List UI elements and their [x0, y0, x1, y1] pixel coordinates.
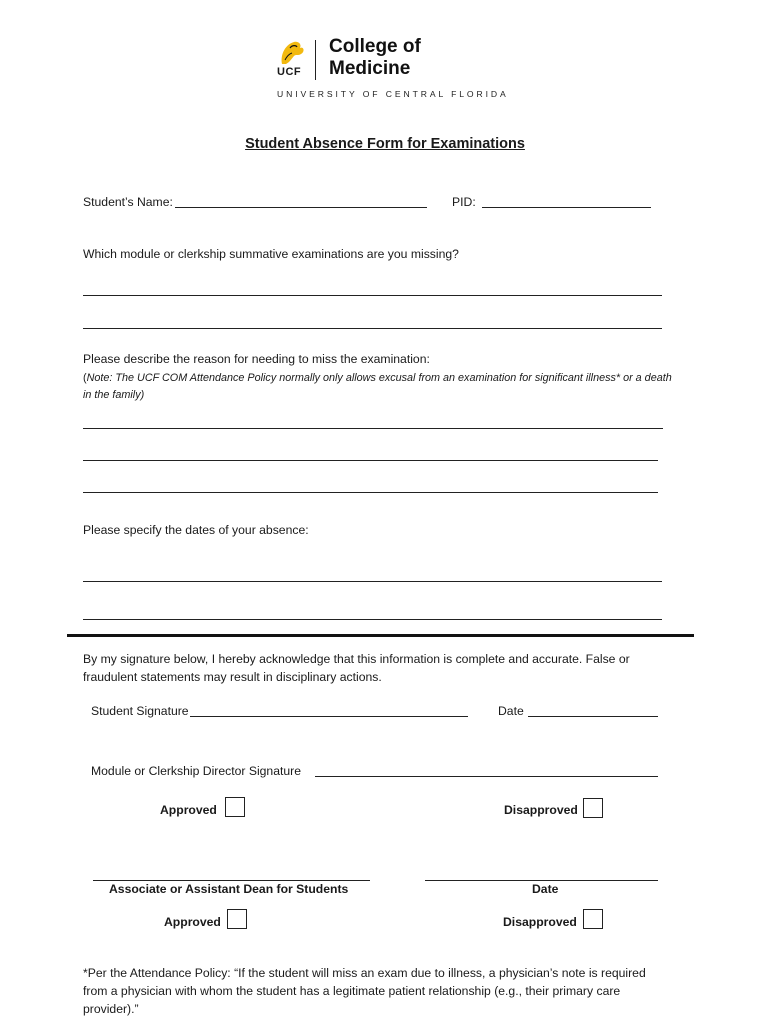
dean-disapproved-label: Disapproved	[503, 915, 577, 929]
logo-divider	[315, 40, 316, 80]
approved-label: Approved	[160, 803, 217, 817]
dean-date-field[interactable]	[425, 880, 658, 881]
module-answer-line-2[interactable]	[83, 328, 662, 329]
approved-checkbox[interactable]	[225, 797, 245, 817]
student-signature-field[interactable]	[190, 716, 468, 717]
attendance-policy-footnote: *Per the Attendance Policy: “If the student will miss an exam due to illness, a physician’s note is required from a physician with whom the student has a legitimate patient relationship (e.g., their primary care provider).”	[83, 966, 646, 1016]
student-signature-label: Student Signature	[91, 704, 189, 718]
director-signature-label: Module or Clerkship Director Signature	[91, 764, 301, 778]
director-signature-field[interactable]	[315, 776, 658, 777]
note-open-paren: (	[83, 372, 87, 384]
reason-answer-line-2[interactable]	[83, 460, 658, 461]
dean-signature-field[interactable]	[93, 880, 370, 881]
dates-answer-line-2[interactable]	[83, 619, 662, 620]
dean-approved-checkbox[interactable]	[227, 909, 247, 929]
reason-answer-line-3[interactable]	[83, 492, 658, 493]
module-answer-line-1[interactable]	[83, 295, 662, 296]
pid-label: PID:	[452, 195, 476, 209]
note-text: Note: The UCF COM Attendance Policy normally only allows excusal from an examination for significant illness* or a death in the family)	[83, 372, 672, 401]
date-field[interactable]	[528, 716, 658, 717]
disapproved-checkbox[interactable]	[583, 798, 603, 818]
college-line-2: Medicine	[329, 58, 411, 79]
pid-field[interactable]	[482, 207, 651, 208]
form-title	[0, 136, 770, 152]
student-name-field[interactable]	[175, 207, 427, 208]
dean-date-label: Date	[532, 882, 559, 896]
dean-approved-label: Approved	[164, 915, 221, 929]
student-name-label: Student’s Name:	[83, 195, 173, 209]
logo-abbrev: UCF	[277, 66, 302, 78]
dean-disapproved-checkbox[interactable]	[583, 909, 603, 929]
disapproved-label: Disapproved	[504, 803, 578, 817]
date-label: Date	[498, 704, 524, 718]
section-divider	[67, 634, 694, 637]
reason-answer-line-1[interactable]	[83, 428, 663, 429]
reason-prompt: Please describe the reason for needing to miss the examination:	[83, 352, 430, 366]
module-question: Which module or clerkship summative examinations are you missing?	[83, 247, 459, 261]
college-name	[329, 36, 421, 80]
college-line-1: College of	[329, 36, 421, 57]
university-name: UNIVERSITY OF CENTRAL FLORIDA	[277, 89, 509, 99]
acknowledgement-text: By my signature below, I hereby acknowledge that this information is complete and accurate. False or fraudulent statements may result in disciplinary actions.	[83, 652, 630, 684]
dates-answer-line-1[interactable]	[83, 581, 662, 582]
dean-label: Associate or Assistant Dean for Students	[109, 882, 349, 896]
dates-prompt: Please specify the dates of your absence:	[83, 523, 309, 537]
form-title-text: Student Absence Form for Examinations	[245, 136, 525, 152]
attendance-note	[83, 370, 683, 404]
